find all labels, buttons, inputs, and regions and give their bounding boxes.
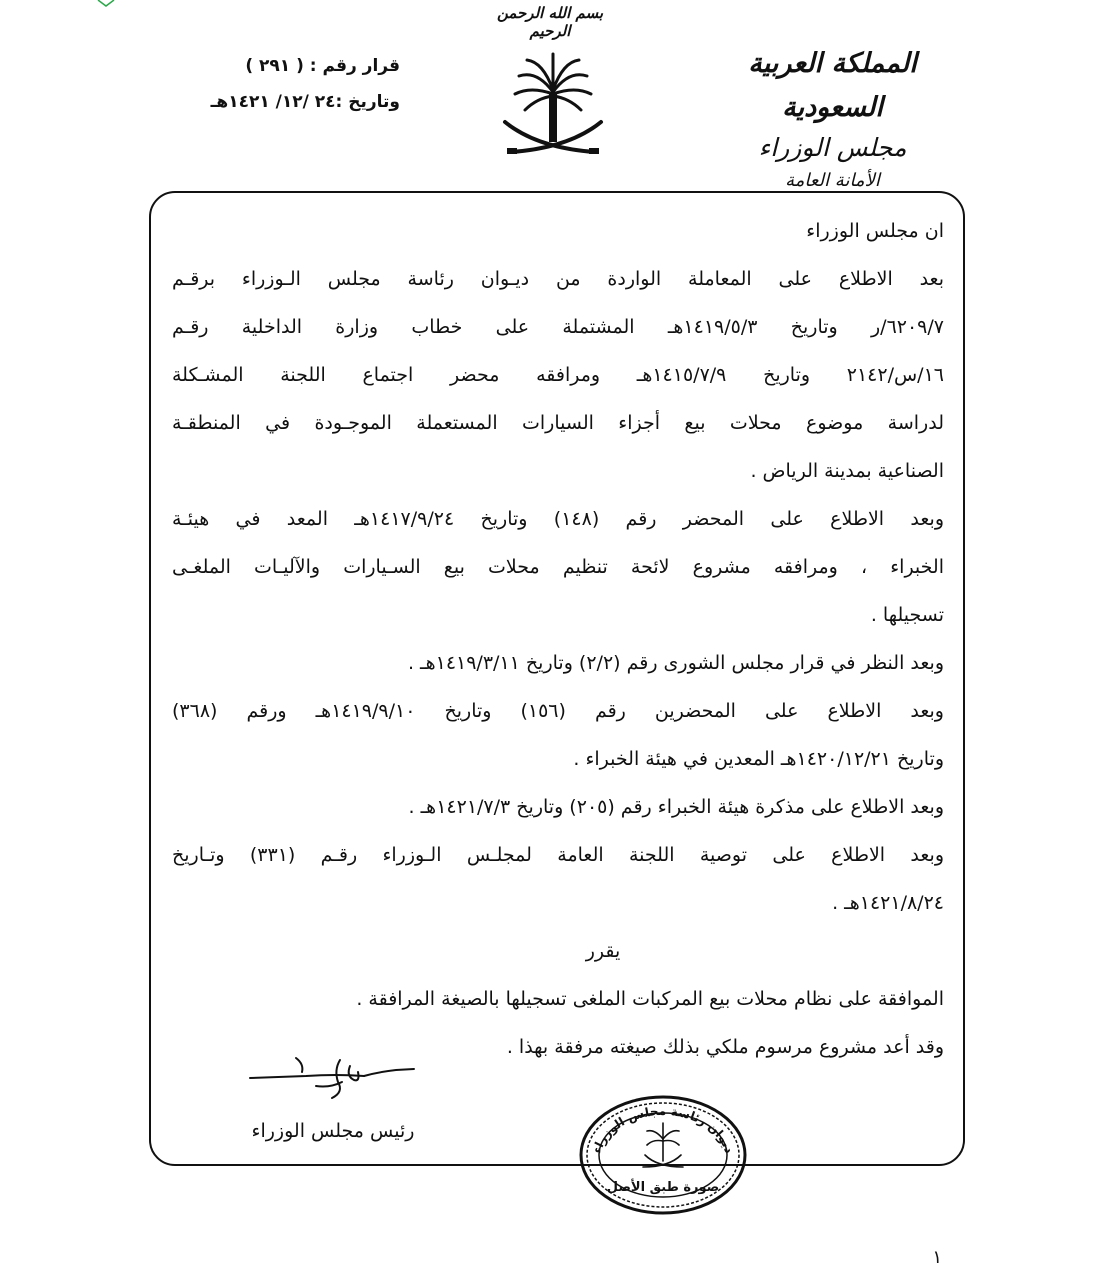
seal-bottom-text: صورة طبق الأصل	[606, 1180, 720, 1195]
kingdom-title: المملكة العربية السعودية	[748, 48, 917, 123]
secretariat-title: الأمانة العامة	[785, 170, 880, 191]
body-line: تسجيلها .	[870, 604, 944, 626]
decision-body	[172, 207, 944, 1071]
seal-outer-text: ديوان رئاسة مجلس الوزراء	[589, 1103, 737, 1156]
decides-heading: يقرر	[585, 940, 621, 962]
body-line: ٦٢٠٩/٧/ر وتاريخ ١٤١٩/٥/٣هـ المشتملة على خطاب وزارة الداخلية رقـم	[172, 316, 944, 338]
opening-line: ان مجلس الوزراء	[806, 220, 944, 242]
body-line: ١٦/س/٢١٤٢ وتاريخ ١٤١٥/٧/٩هـ ومرافقه محضر اجتماع اللجنة المشـكلة	[172, 364, 944, 386]
body-line: ١٤٢١/٨/٢٤هـ .	[832, 892, 944, 914]
letterhead	[700, 42, 965, 196]
body-line: الموافقة على نظام محلات بيع المركبات الملغى تسجيلها بالصيغة المرافقة .	[356, 988, 944, 1010]
body-line: الصناعية بمدينة الرياض .	[750, 460, 944, 482]
body-line: لدراسة موضوع محلات بيع أجزاء السيارات المستعملة الموجـودة في المنطقـة	[172, 412, 944, 434]
saudi-emblem-icon	[497, 52, 609, 172]
council-title: مجلس الوزراء	[758, 133, 907, 162]
body-line: وتاريخ ١٤٢٠/١٢/٢١هـ المعدين في هيئة الخبراء .	[573, 748, 944, 770]
basmala: بسم الله الرحمن الرحيم	[496, 4, 604, 40]
body-line: وبعد الاطلاع على توصية اللجنة العامة لمجلـس الـوزراء رقـم (٣٣١) وتـاريخ	[172, 844, 944, 866]
body-line: بعد الاطلاع على المعاملة الواردة من ديـوان رئاسة مجلس الـوزراء برقـم	[172, 268, 944, 290]
body-line: الخبراء ، ومرافقه مشروع لائحة تنظيم محلات بيع السـيارات والآليـات الملغـى	[172, 556, 944, 578]
decision-number: قرار رقم : ( ٢٩١ )	[245, 56, 400, 76]
decision-info	[150, 48, 400, 120]
body-line: وبعد النظر في قرار مجلس الشورى رقم (٢/٢) وتاريخ ١٤١٩/٣/١١هـ .	[407, 652, 944, 674]
body-line: وقد أعد مشروع مرسوم ملكي بذلك صيغته مرفقة بهذا .	[506, 1036, 944, 1058]
decision-date: وتاريخ :٢٤ /١٢/ ١٤٢١هـ	[210, 92, 400, 112]
corner-mark	[96, 0, 116, 8]
body-line: وبعد الاطلاع على مذكرة هيئة الخبراء رقم (٢٠٥) وتاريخ ١٤٢١/٧/٣هـ .	[408, 796, 944, 818]
signature-icon	[246, 1052, 416, 1102]
page-marker: ١	[932, 1247, 942, 1268]
president-title: رئيس مجلس الوزراء	[251, 1120, 415, 1142]
official-seal-icon	[577, 1093, 749, 1217]
body-line: وبعد الاطلاع على المحضرين رقم (١٥٦) وتاريخ ١٤١٩/٩/١٠هـ ورقم (٣٦٨)	[172, 700, 944, 722]
body-line: وبعد الاطلاع على المحضر رقم (١٤٨) وتاريخ ١٤١٧/٩/٢٤هـ المعد في هيئـة	[172, 508, 944, 530]
